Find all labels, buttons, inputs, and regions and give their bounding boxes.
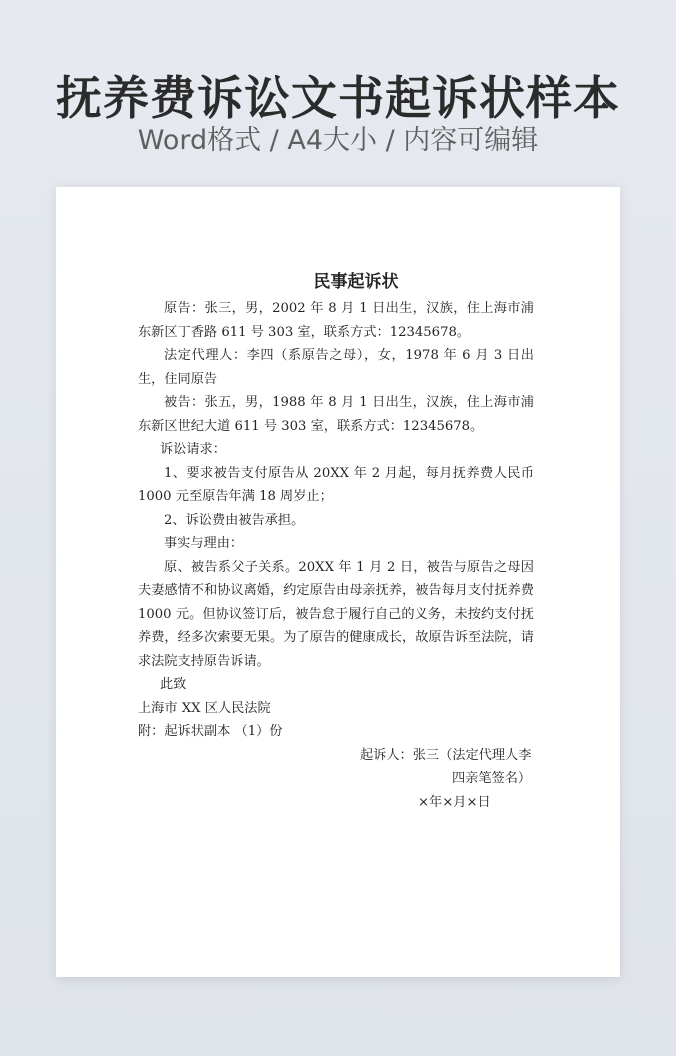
- closing-line: 此致: [160, 677, 187, 692]
- banner-title: 抚养费诉讼文书起诉状样本: [56, 71, 620, 125]
- signature-date: ×年×月×日: [418, 794, 491, 810]
- court-name: 上海市 XX 区人民法院: [138, 700, 271, 716]
- attachment-line: 附：起诉状副本 （1）份: [138, 724, 283, 739]
- defendant-paragraph: 被告：张五，男，1988 年 8 月 1 日出生，汉族，住上海市浦东新区世纪大道 611 号 303 室，联系方式：12345678。: [138, 395, 534, 434]
- plaintiff-paragraph: 原告：张三，男，2002 年 8 月 1 日出生，汉族，住上海市浦东新区丁香路 611 号 303 室，联系方式：12345678。: [138, 301, 534, 340]
- signer-line: 起诉人：张三（法定代理人李: [360, 747, 532, 763]
- claim-item: 1、要求被告支付原告从 20XX 年 2 月起，每月抚养费人民币 1000 元至原告年满 18 周岁止；: [138, 465, 534, 504]
- banner-subtitle: Word格式 / A4大小 / 内容可编辑: [137, 125, 539, 156]
- document-title: 民事起诉状: [313, 272, 399, 292]
- document-body: [138, 269, 534, 814]
- document-page: [56, 187, 620, 977]
- facts-heading: 事实与理由：: [164, 536, 244, 551]
- facts-paragraph: 原、被告系父子关系。20XX 年 1 月 2 日，被告与原告之母因夫妻感情不和协议离婚，约定原告由母亲抚养，被告每月支付抚养费 1000 元。但协议签订后，被告怠于履行自己的义务，未按约支付抚养费，经多次索要无果。为了原告的健康成长，故原告诉至法院，请求法院支持原告诉请。: [138, 559, 534, 669]
- claim-item: 2、诉讼费由被告承担。: [164, 512, 305, 528]
- legal-agent-paragraph: 法定代理人：李四（系原告之母），女，1978 年 6 月 3 日出生，住同原告: [138, 348, 534, 387]
- claims-heading: 诉讼请求：: [160, 442, 226, 457]
- signer-line-continued: 四亲笔签名）: [452, 771, 532, 786]
